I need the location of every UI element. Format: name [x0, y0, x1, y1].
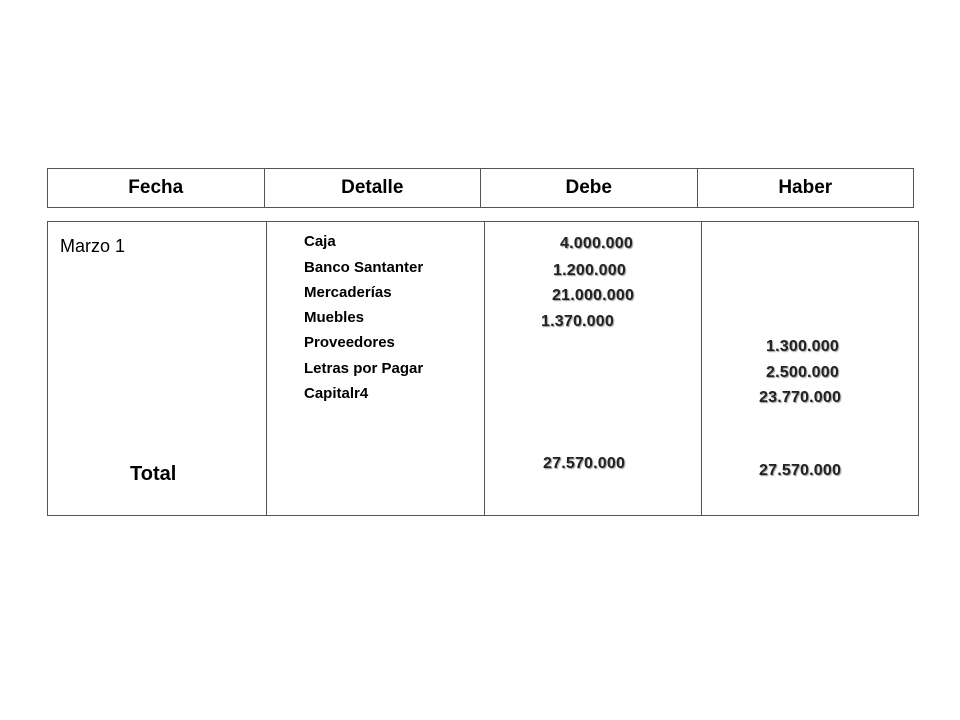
haber-amount: 1.300.000	[766, 338, 839, 355]
journal-entry-table	[47, 221, 919, 516]
debe-total: 27.570.000	[543, 455, 626, 472]
total-label: Total	[130, 463, 177, 485]
debe-amount: 4.000.000	[560, 235, 633, 252]
debe-amount: 21.000.000	[552, 287, 635, 304]
column-divider	[701, 222, 702, 515]
detail-account: Mercaderías	[304, 284, 392, 301]
haber-total: 27.570.000	[759, 462, 842, 479]
debe-amount: 1.370.000	[541, 313, 614, 330]
column-divider	[484, 222, 485, 515]
detail-account: Caja	[304, 233, 336, 250]
journal-header-row	[47, 168, 914, 208]
column-divider	[266, 222, 267, 515]
debe-amount: 1.200.000	[553, 262, 626, 279]
header-haber: Haber	[778, 177, 833, 198]
detail-account: Proveedores	[304, 334, 395, 351]
detail-account: Banco Santanter	[304, 259, 424, 276]
detail-account: Muebles	[304, 309, 365, 326]
header-debe: Debe	[481, 169, 698, 207]
header-detalle: Detalle	[265, 169, 482, 207]
haber-amount: 23.770.000	[759, 389, 842, 406]
header-fecha: Fecha	[48, 169, 265, 207]
detail-account: Letras por Pagar	[304, 360, 424, 377]
entry-date: Marzo 1	[60, 236, 126, 256]
detail-account: Capitalr4	[304, 385, 369, 402]
haber-amount: 2.500.000	[766, 364, 839, 381]
